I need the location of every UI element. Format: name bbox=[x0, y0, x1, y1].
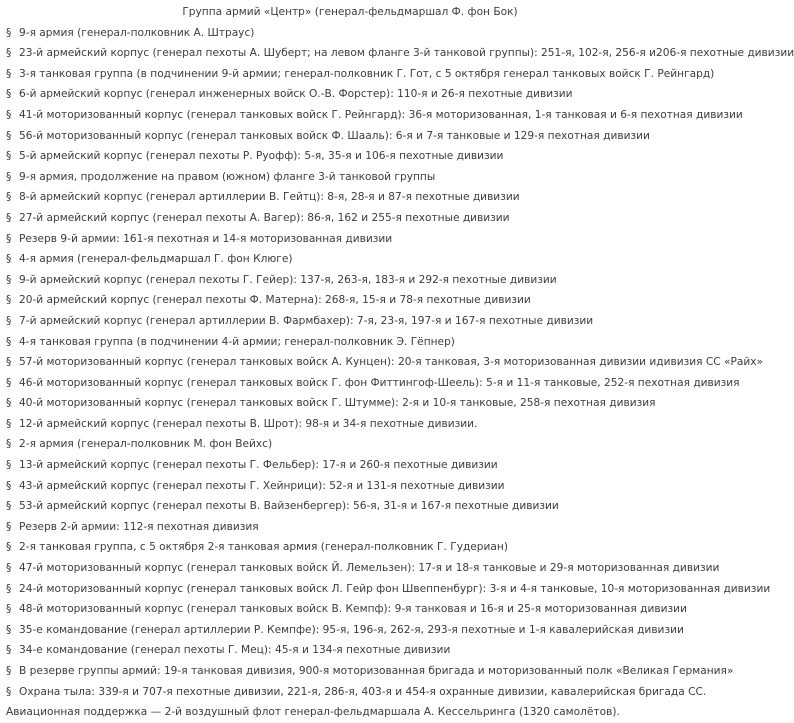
section-mark: § bbox=[6, 294, 12, 307]
list-item bbox=[6, 249, 694, 270]
list-item bbox=[6, 579, 771, 600]
section-mark: § bbox=[6, 459, 12, 472]
air-support-line: Авиационная поддержка — 2-й воздушный флот генерал-фельдмаршала А. Кессельринга (1320 самолётов). bbox=[6, 706, 620, 719]
list-item bbox=[6, 476, 694, 497]
section-mark: § bbox=[6, 644, 12, 657]
list-item-text: 23-й армейский корпус (генерал пехоты А. Шуберт; на левом фланге 3-й танковой группы): 251-я, 102-я, 256-я и206-я пехотные дивизии bbox=[19, 47, 794, 60]
list-item-text: 24-й моторизованный корпус (генерал танковых войск Л. Гейр фон Швеппенбург): 3-я и 4-я танковые, 10-я моторизованная дивизии bbox=[19, 582, 771, 595]
list-item-text: Резерв 2-й армии: 112-я пехотная дивизия bbox=[19, 520, 259, 533]
list-item-text: 2-я армия (генерал-полковник М. фон Вейхс) bbox=[19, 438, 273, 451]
list-item bbox=[6, 537, 694, 558]
order-of-battle-list bbox=[6, 23, 794, 703]
section-mark: § bbox=[6, 26, 12, 39]
section-mark: § bbox=[6, 479, 12, 492]
list-item bbox=[6, 270, 694, 291]
section-mark: § bbox=[6, 520, 12, 533]
list-item-text: 20-й армейский корпус (генерал пехоты Ф. Матерна): 268-я, 15-я и 78-я пехотные дивизии bbox=[19, 294, 531, 307]
section-mark: § bbox=[6, 335, 12, 348]
section-mark: § bbox=[6, 129, 12, 142]
list-item bbox=[6, 661, 734, 682]
list-item bbox=[6, 311, 694, 332]
list-item-text: 7-й армейский корпус (генерал артиллерии В. Фармбахер): 7-я, 23-я, 197-я и 167-я пехотные дивизии bbox=[19, 314, 594, 327]
list-item bbox=[6, 496, 694, 517]
list-item bbox=[6, 105, 743, 126]
list-item bbox=[6, 373, 740, 394]
list-item bbox=[6, 229, 694, 250]
list-item-text: 41-й моторизованный корпус (генерал танковых войск Г. Рейнгард): 36-я моторизованная, 1-я танковая и 6-я пехотная дивизии bbox=[19, 108, 743, 121]
list-item bbox=[6, 352, 764, 373]
section-mark: § bbox=[6, 88, 12, 101]
section-mark: § bbox=[6, 191, 12, 204]
section-mark: § bbox=[6, 356, 12, 369]
section-mark: § bbox=[6, 273, 12, 286]
list-item-text: 35-е командование (генерал артиллерии Р. Кемпфе): 95-я, 196-я, 262-я, 293-я пехотные и 1-я кавалерийская дивизии bbox=[19, 623, 684, 636]
list-item-text: 8-й армейский корпус (генерал артиллерии В. Гейтц): 8-я, 28-я и 87-я пехотные дивизии bbox=[19, 191, 520, 204]
list-item-text: 46-й моторизованный корпус (генерал танковых войск Г. фон Фиттингоф-Шеель): 5-я и 11-я танковые, 252-я пехотная дивизия bbox=[19, 376, 740, 389]
list-item-text: 53-й армейский корпус (генерал пехоты В. Вайзенбергер): 56-я, 31-я и 167-я пехотные дивизии bbox=[19, 500, 559, 513]
list-item-text: 4-я танковая группа (в подчинении 4-й армии; генерал-полковник Э. Гёпнер) bbox=[19, 335, 455, 348]
list-item bbox=[6, 455, 694, 476]
list-item-text: Охрана тыла: 339-я и 707-я пехотные дивизии, 221-я, 286-я, 403-я и 454-я охранные дивизии, кавалерийская бригада СС. bbox=[19, 685, 707, 698]
section-mark: § bbox=[6, 603, 12, 616]
list-item-text: 3-я танковая группа (в подчинении 9-й армии; генерал-полковник Г. Гот, с 5 октября генерал танковых войск Г. Рейнгард) bbox=[19, 67, 715, 80]
list-item bbox=[6, 620, 694, 641]
section-mark: § bbox=[6, 417, 12, 430]
section-mark: § bbox=[6, 67, 12, 80]
list-item-text: 43-й армейский корпус (генерал пехоты Г. Хейнрици): 52-я и 131-я пехотные дивизии bbox=[19, 479, 505, 492]
list-item bbox=[6, 640, 694, 661]
list-item-text: 5-й армейский корпус (генерал пехоты Р. Руофф): 5-я, 35-я и 106-я пехотные дивизии bbox=[19, 150, 504, 163]
list-item-text: 4-я армия (генерал-фельдмаршал Г. фон Клюге) bbox=[19, 253, 293, 266]
section-mark: § bbox=[6, 397, 12, 410]
list-item bbox=[6, 146, 694, 167]
list-item bbox=[6, 208, 694, 229]
list-item-text: 40-й моторизованный корпус (генерал танковых войск Г. Штумме): 2-я и 10-я танковые, 258-я пехотная дивизия bbox=[19, 397, 656, 410]
section-mark: § bbox=[6, 211, 12, 224]
list-item bbox=[6, 434, 694, 455]
list-item-text: 56-й моторизованный корпус (генерал танковых войск Ф. Шааль): 6-я и 7-я танковые и 129-я пехотная дивизии bbox=[19, 129, 650, 142]
list-item bbox=[6, 290, 694, 311]
list-item bbox=[6, 682, 707, 703]
list-item bbox=[6, 167, 694, 188]
section-mark: § bbox=[6, 438, 12, 451]
list-item-text: В резерве группы армий: 19-я танковая дивизия, 900-я моторизованная бригада и моторизованный полк «Великая Германия» bbox=[19, 665, 734, 677]
list-item bbox=[6, 393, 694, 414]
list-item-text: 27-й армейский корпус (генерал пехоты А. Вагер): 86-я, 162 и 255-я пехотные дивизии bbox=[19, 211, 510, 224]
section-mark: § bbox=[6, 150, 12, 163]
section-mark: § bbox=[6, 314, 12, 327]
list-item bbox=[6, 187, 694, 208]
section-mark: § bbox=[6, 685, 12, 698]
section-mark: § bbox=[6, 232, 12, 245]
section-mark: § bbox=[6, 108, 12, 121]
section-mark: § bbox=[6, 47, 12, 60]
list-item-text: 34-е командование (генерал пехоты Г. Мец): 45-я и 134-я пехотные дивизии bbox=[19, 644, 451, 657]
list-item bbox=[6, 43, 794, 64]
list-item-text: 13-й армейский корпус (генерал пехоты Г. Фельбер): 17-я и 260-я пехотные дивизии bbox=[19, 459, 498, 472]
section-mark: § bbox=[6, 500, 12, 513]
list-item-text: 47-й моторизованный корпус (генерал танковых войск Й. Лемельзен): 17-я и 18-я танковые и 29-я моторизованная дивизии bbox=[19, 562, 720, 575]
list-item-text: 9-й армейский корпус (генерал пехоты Г. Гейер): 137-я, 263-я, 183-я и 292-я пехотные дивизии bbox=[19, 273, 557, 286]
list-item bbox=[6, 64, 715, 85]
list-item bbox=[6, 414, 694, 435]
section-mark: § bbox=[6, 582, 12, 595]
list-item-text: 12-й армейский корпус (генерал пехоты В. Шрот): 98-я и 34-я пехотные дивизии. bbox=[19, 417, 478, 430]
list-item-text: 6-й армейский корпус (генерал инженерных войск О.-В. Форстер): 110-я и 26-я пехотные дивизии bbox=[19, 88, 573, 101]
list-item-text: Резерв 9-й армии: 161-я пехотная и 14-я моторизованная дивизии bbox=[19, 232, 393, 245]
list-item bbox=[6, 84, 694, 105]
section-mark: § bbox=[6, 562, 12, 575]
list-item-text: 48-й моторизованный корпус (генерал танковых войск В. Кемпф): 9-я танковая и 16-я и 25-я моторизованная дивизии bbox=[19, 603, 687, 616]
section-mark: § bbox=[6, 665, 12, 677]
section-mark: § bbox=[6, 253, 12, 266]
section-mark: § bbox=[6, 376, 12, 389]
list-item-text: 9-я армия (генерал-полковник А. Штраус) bbox=[19, 26, 255, 39]
section-mark: § bbox=[6, 170, 12, 183]
list-item bbox=[6, 517, 694, 538]
section-mark: § bbox=[6, 623, 12, 636]
list-item bbox=[6, 23, 694, 44]
list-item-text: 57-й моторизованный корпус (генерал танковых войск А. Кунцен): 20-я танковая, 3-я моторизованная дивизии идивизия СС «Райх» bbox=[19, 356, 764, 369]
list-item bbox=[6, 126, 694, 147]
list-item bbox=[6, 558, 720, 579]
document-title: Группа армий «Центр» (генерал-фельдмаршал Ф. фон Бок) bbox=[182, 6, 518, 18]
list-item bbox=[6, 599, 694, 620]
list-item bbox=[6, 332, 694, 353]
list-item-text: 9-я армия, продолжение на правом (южном) фланге 3-й танковой группы bbox=[19, 170, 436, 183]
section-mark: § bbox=[6, 541, 12, 554]
list-item-text: 2-я танковая группа, с 5 октября 2-я танковая армия (генерал-полковник Г. Гудериан) bbox=[19, 541, 508, 554]
